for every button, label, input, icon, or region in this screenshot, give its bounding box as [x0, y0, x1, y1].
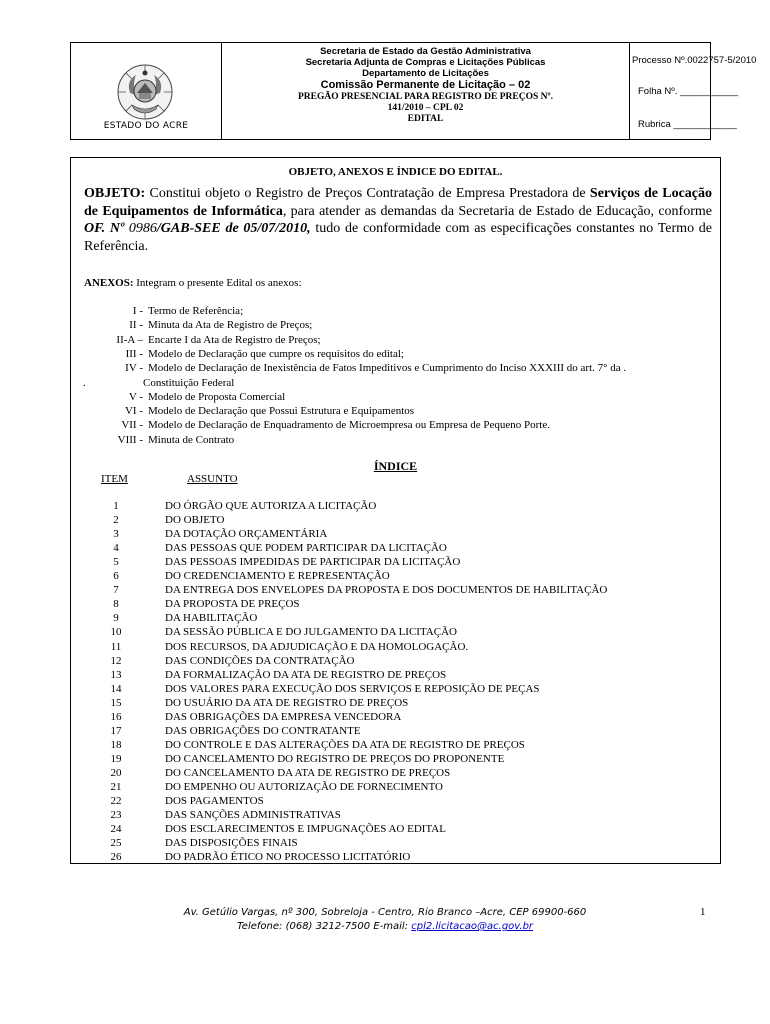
indice-item-subject: DAS PESSOAS IMPEDIDAS DE PARTICIPAR DA LICITAÇÃO: [165, 556, 461, 569]
page-number: 1: [700, 906, 706, 918]
anexo-text: Modelo de Declaração que cumpre os requisitos do edital;: [148, 347, 404, 360]
objeto-of-1: OF. Nº: [84, 221, 125, 236]
indice-item-number: 19: [110, 752, 122, 765]
indice-row: [71, 641, 720, 655]
anexo-text: Modelo de Declaração que Possui Estrutura e Equipamentos: [148, 405, 415, 418]
folha-field: Folha Nº. ___________: [638, 86, 739, 97]
indice-item-number: 18: [110, 738, 122, 751]
rubrica-field: Rubrica ____________: [638, 119, 737, 130]
indice-item-number: 23: [110, 809, 122, 822]
indice-item-subject: DAS OBRIGAÇÕES DO CONTRATANTE: [165, 724, 361, 737]
indice-row: [71, 528, 720, 542]
footer-address: Av. Getúlio Vargas, nº 300, Sobreloja - Centro, Rio Branco –Acre, CEP 69900-660: [183, 907, 587, 918]
indice-item-number: 15: [110, 696, 122, 709]
header-secretaria-adjunta: Secretaria Adjunta de Compras e Licitações Públicas: [305, 57, 546, 68]
indice-row: [71, 598, 720, 612]
anexo-number: VI -: [124, 405, 143, 418]
column-header-assunto: ASSUNTO: [187, 473, 238, 485]
page-footer: [0, 906, 770, 934]
header-secretaria: Secretaria de Estado da Gestão Administrativa: [320, 46, 531, 57]
objeto-text-3: tudo de conformidade com as especificações constantes no Termo de Referência.: [84, 221, 713, 254]
indice-row: [71, 542, 720, 556]
header-pregao: PREGÃO PRESENCIAL PARA REGISTRO DE PREÇOS Nº.: [297, 92, 553, 102]
anexo-number: III -: [125, 347, 143, 360]
indice-item-number: 25: [110, 837, 122, 850]
indice-item-subject: DAS DISPOSIÇÕES FINAIS: [165, 837, 298, 850]
indice-item-number: 7: [113, 584, 119, 597]
indice-item-number: 11: [110, 640, 122, 653]
indice-item-subject: DOS ESCLARECIMENTOS E IMPUGNAÇÕES AO EDITAL: [165, 823, 446, 836]
indice-item-subject: DA HABILITAÇÃO: [165, 612, 258, 625]
indice-row: [71, 795, 720, 809]
indice-item-number: 8: [113, 598, 119, 611]
indice-item-number: 2: [113, 514, 119, 527]
section-title: OBJETO, ANEXOS E ÍNDICE DO EDITAL.: [288, 166, 503, 178]
indice-row: [71, 669, 720, 683]
indice-item-subject: DO CANCELAMENTO DA ATA DE REGISTRO DE PREÇOS: [165, 766, 451, 779]
indice-item-number: 14: [110, 682, 122, 695]
anexo-text: Modelo de Proposta Comercial: [148, 390, 286, 403]
footer-phone: Telefone: (068) 3212-7500 E-mail:: [236, 921, 412, 932]
footer-email-link[interactable]: cpl2.licitacao@ac.gov.br: [411, 921, 534, 932]
indice-item-subject: DO PADRÃO ÉTICO NO PROCESSO LICITATÓRIO: [165, 851, 411, 864]
anexo-text: Modelo de Declaração de Enquadramento de Microempresa ou Empresa de Pequeno Porte.: [148, 419, 550, 432]
objeto-service: Serviços de Locação de Equipamentos de Informática: [84, 186, 712, 219]
indice-row: [71, 725, 720, 739]
indice-item-subject: DA SESSÃO PÚBLICA E DO JULGAMENTO DA LICITAÇÃO: [165, 626, 457, 639]
state-seal-icon: [116, 63, 174, 121]
indice-item-number: 9: [113, 612, 119, 625]
indice-row: [71, 584, 720, 598]
indice-item-subject: DO CREDENCIAMENTO E REPRESENTAÇÃO: [165, 570, 390, 583]
anexo-text: Termo de Referência;: [148, 305, 244, 317]
anexos-label: ANEXOS:: [84, 277, 134, 289]
indice-item-subject: DA PROPOSTA DE PREÇOS: [165, 598, 300, 611]
indice-row: [71, 612, 720, 626]
objeto-label: OBJETO:: [84, 186, 146, 201]
indice-item-number: 12: [110, 654, 122, 667]
indice-item-number: 20: [110, 766, 122, 779]
indice-item-subject: DA ENTREGA DOS ENVELOPES DA PROPOSTA E DOS DOCUMENTOS DE HABILITAÇÃO: [165, 584, 608, 597]
indice-row: [71, 823, 720, 837]
indice-item-subject: DOS PAGAMENTOS: [165, 795, 264, 808]
indice-row: [71, 711, 720, 725]
anexo-number: II -: [129, 319, 143, 332]
indice-item-subject: DAS OBRIGAÇÕES DA EMPRESA VENCEDORA: [165, 710, 402, 723]
indice-row: [71, 514, 720, 528]
anexo-text: Constituição Federal: [143, 376, 235, 389]
anexo-text: Modelo de Declaração de Inexistência de Fatos Impeditivos e Cumprimento do Inciso XXXIII do art. 7° da .: [148, 362, 627, 375]
anexo-number: VII -: [121, 419, 143, 432]
indice-row: [71, 683, 720, 697]
header-control-cell: [630, 43, 757, 139]
indice-item-number: 13: [110, 668, 122, 681]
processo-number: Processo Nº.0022757-5/2010: [632, 55, 757, 66]
indice-row: [71, 781, 720, 795]
indice-item-number: 1: [113, 500, 119, 512]
anexo-number: I -: [132, 305, 143, 317]
indice-row: [71, 739, 720, 753]
indice-row: [71, 809, 720, 823]
indice-item-number: 6: [113, 570, 119, 583]
objeto-paragraph: [84, 185, 712, 255]
indice-item-subject: DA DOTAÇÃO ORÇAMENTÁRIA: [165, 528, 328, 541]
indice-row: [71, 851, 720, 865]
state-name: ESTADO DO ACRE: [103, 121, 189, 131]
indice-row: [71, 570, 720, 584]
header-comissao: Comissão Permanente de Licitação – 02: [320, 79, 531, 91]
indice-title: ÍNDICE: [373, 459, 418, 473]
anexo-number: V -: [128, 390, 143, 403]
indice-item-subject: DO CANCELAMENTO DO REGISTRO DE PREÇOS DO PROPONENTE: [165, 752, 505, 765]
anexos-intro-text: Integram o presente Edital os anexos:: [133, 277, 302, 289]
indice-item-subject: DAS PESSOAS QUE PODEM PARTICIPAR DA LICITAÇÃO: [165, 542, 447, 555]
indice-item-subject: DO CONTROLE E DAS ALTERAÇÕES DA ATA DE REGISTRO DE PREÇOS: [165, 738, 525, 751]
objeto-text-2: , para atender as demandas da Secretaria de Estado de Educação, conforme: [282, 203, 712, 219]
indice-item-number: 16: [110, 710, 122, 723]
indice-item-number: 4: [113, 542, 119, 555]
column-header-item: ITEM: [101, 473, 128, 485]
indice-item-subject: DO ÓRGÃO QUE AUTORIZA A LICITAÇÃO: [165, 500, 377, 512]
seal-cell: [71, 43, 222, 139]
objeto-of-3: /GAB-SEE de 05/07/2010,: [156, 221, 311, 236]
indice-row: [71, 655, 720, 669]
header-titles: [222, 43, 630, 139]
indice-item-subject: DAS SANÇÕES ADMINISTRATIVAS: [165, 809, 341, 822]
indice-item-subject: DOS VALORES PARA EXECUÇÃO DOS SERVIÇOS E REPOSIÇÃO DE PEÇAS: [165, 682, 540, 695]
anexo-number: II-A –: [116, 333, 143, 346]
indice-item-subject: DO EMPENHO OU AUTORIZAÇÃO DE FORNECIMENTO: [165, 781, 443, 793]
edital-main-box: [70, 157, 721, 864]
footer-contact: [0, 920, 770, 934]
indice-item-number: 17: [110, 724, 122, 737]
indice-item-subject: DO USUÁRIO DA ATA DE REGISTRO DE PREÇOS: [165, 696, 409, 709]
anexos-intro: [84, 277, 302, 289]
header-edital: EDITAL: [407, 114, 444, 124]
anexo-number: .: [83, 376, 86, 389]
objeto-of-2: 0986: [124, 221, 157, 236]
indice-item-number: 24: [110, 823, 122, 836]
indice-row: [71, 626, 720, 640]
objeto-text-1: Constitui objeto o Registro de Preços Contratação de Empresa Prestadora de: [145, 186, 590, 201]
anexo-text: Encarte I da Ata de Registro de Preços;: [148, 333, 321, 346]
indice-item-number: 26: [110, 851, 122, 864]
indice-row: [71, 767, 720, 781]
indice-item-number: 21: [110, 781, 122, 793]
indice-row: [71, 837, 720, 851]
header-pregao-number: 141/2010 – CPL 02: [387, 103, 464, 113]
header-departamento: Departamento de Licitações: [362, 68, 489, 79]
indice-item-number: 3: [113, 528, 119, 541]
anexo-text: Minuta da Ata de Registro de Preços;: [148, 319, 313, 332]
indice-item-number: 10: [110, 626, 122, 639]
indice-row: [71, 697, 720, 711]
indice-item-subject: DAS CONDIÇÕES DA CONTRATAÇÃO: [165, 654, 355, 667]
indice-item-subject: DO OBJETO: [165, 514, 225, 527]
indice-item-subject: DOS RECURSOS, DA ADJUDICAÇÃO E DA HOMOLOGAÇÃO.: [165, 640, 469, 653]
anexo-number: IV -: [125, 362, 143, 375]
document-header: [70, 42, 757, 140]
anexo-text: Minuta de Contrato: [148, 433, 235, 446]
anexo-number: VIII -: [117, 433, 143, 446]
indice-item-number: 5: [113, 556, 119, 569]
indice-row: [71, 500, 720, 514]
indice-row: [71, 556, 720, 570]
indice-row: [71, 753, 720, 767]
indice-item-number: 22: [110, 795, 122, 808]
indice-item-subject: DA FORMALIZAÇÃO DA ATA DE REGISTRO DE PREÇOS: [165, 668, 447, 681]
